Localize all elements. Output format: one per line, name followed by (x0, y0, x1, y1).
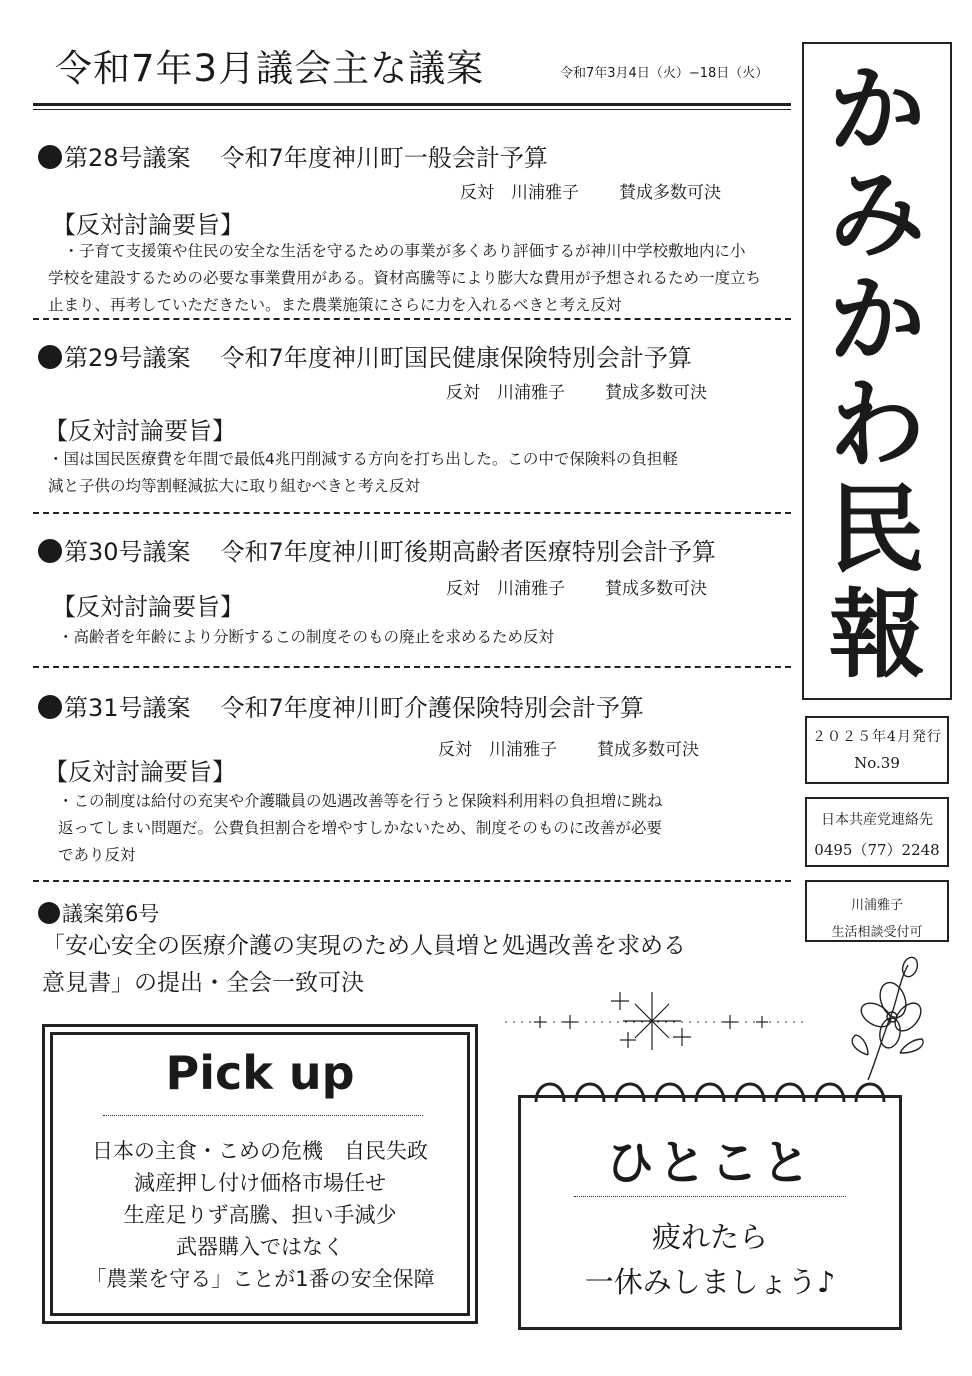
debate-label: 【反対討論要旨】 (44, 417, 236, 445)
pickup-title: Pick up (165, 1046, 355, 1100)
bill-29-debate (48, 446, 678, 500)
bullet-icon (38, 902, 60, 924)
gian6-heading (38, 898, 159, 928)
debate-line: ・子育て支援策や住民の安全な生活を守るための事業が多くあり評価するが神川中学校敷地内に小 (48, 242, 746, 260)
contact-box (805, 797, 949, 867)
gian6-line: 意見書」の提出・全会一致可決 (42, 970, 364, 996)
title-rule (33, 103, 791, 106)
hitokoto-title: ひとこと (605, 1135, 814, 1191)
sparkle-decoration (500, 988, 810, 1056)
bill-name: 令和7年度神川町後期高齢者医療特別会計予算 (220, 538, 716, 566)
bill-29-heading (38, 338, 692, 373)
flower-decoration (838, 955, 930, 1085)
debate-line: 止まり、再考していただきたい。また農業施策にさらに力を入れるべきと考え反対 (48, 296, 622, 314)
bill-31-vote (438, 735, 699, 760)
oppose-member: 反対 川浦雅子 (438, 740, 557, 760)
bullet-icon (38, 345, 62, 369)
masthead-char: か (829, 264, 925, 376)
bullet-icon (38, 539, 62, 563)
section-divider (33, 318, 791, 320)
issue-date: ２０２５年4月発行 (812, 729, 942, 745)
bill-number: 第28号議案 (64, 144, 191, 172)
debate-line: であり反対 (58, 846, 136, 864)
bill-31-heading (38, 688, 644, 723)
debate-label: 【反対討論要旨】 (44, 758, 236, 786)
debate-line: 減と子供の均等割軽減拡大に取り組むべきと考え反対 (48, 477, 421, 495)
contact-phone: 0495（77）2248 (814, 841, 940, 859)
bill-29-vote (446, 378, 707, 403)
debate-line: ・この制度は給付の充実や介護職員の処遇改善等を行うと保険料利用料の負担増に跳ね (58, 792, 663, 810)
masthead-title (802, 54, 952, 691)
gian6-line: 「安心安全の医療介護の実現のため人員増と処遇改善を求める (42, 933, 686, 959)
page-title: 令和7年3月議会主な議案 (55, 47, 485, 90)
debate-label: 【反対討論要旨】 (52, 593, 244, 621)
bill-number: 第30号議案 (64, 538, 191, 566)
pickup-line: 減産押し付け価格市場任せ (134, 1171, 386, 1195)
gian6-title: 議案第6号 (62, 902, 160, 926)
bill-30-debate (58, 624, 554, 651)
debate-label: 【反対討論要旨】 (52, 211, 244, 239)
consult-note: 生活相談受付可 (831, 925, 923, 940)
pickup-line: 生産足りず高騰、担い手減少 (123, 1203, 397, 1227)
bullet-icon (38, 695, 62, 719)
consult-box (805, 880, 949, 942)
hitokoto-line: 一休みしましょう♪ (584, 1265, 836, 1299)
pickup-line: 「農業を守る」ことが1番の安全保障 (85, 1267, 435, 1291)
section-divider (33, 512, 791, 514)
hitokoto-rule (574, 1196, 846, 1197)
bill-number: 第31号議案 (64, 694, 191, 722)
section-divider (33, 880, 791, 882)
debate-line: ・国は国民医療費を年間で最低4兆円削減する方向を打ち出した。この中で保険料の負担軽 (48, 450, 678, 468)
oppose-member: 反対 川浦雅子 (446, 383, 565, 403)
oppose-member: 反対 川浦雅子 (460, 183, 579, 203)
masthead-char: み (829, 159, 925, 271)
bullet-icon (38, 145, 62, 169)
debate-line: 学校を建設するための必要な事業費用がある。資材高騰等により膨大な費用が予想されるため一度立ち (48, 269, 762, 287)
bill-28-debate (48, 238, 761, 319)
bill-31-debate (58, 788, 663, 869)
issue-box (805, 716, 949, 784)
issue-number: No.39 (854, 754, 900, 772)
vote-result: 賛成多数可決 (605, 579, 707, 599)
consult-person: 川浦雅子 (850, 898, 903, 913)
vote-result: 賛成多数可決 (619, 183, 721, 203)
masthead-char: か (829, 54, 925, 166)
bill-name: 令和7年度神川町国民健康保険特別会計予算 (220, 344, 692, 372)
bill-name: 令和7年度神川町介護保険特別会計予算 (220, 694, 644, 722)
bill-28-heading (38, 138, 548, 173)
title-rule-thin (33, 109, 791, 110)
masthead-char: わ (829, 369, 925, 481)
section-divider (33, 666, 791, 668)
vote-result: 賛成多数可決 (605, 383, 707, 403)
masthead-char: 民 (829, 474, 925, 586)
vote-result: 賛成多数可決 (597, 740, 699, 760)
pickup-rule (103, 1115, 423, 1116)
bill-name: 令和7年度神川町一般会計予算 (220, 144, 548, 172)
pickup-line: 武器購入ではなく (176, 1235, 344, 1259)
debate-line: 返ってしまい問題だ。公費負担割合を増やすしかないため、制度そのものに改善が必要 (58, 819, 662, 837)
oppose-member: 反対 川浦雅子 (446, 579, 565, 599)
pickup-line: 日本の主食・こめの危機 自民失政 (92, 1139, 428, 1163)
bill-30-heading (38, 532, 716, 567)
bill-number: 第29号議案 (64, 344, 191, 372)
bill-30-vote (446, 574, 707, 599)
bill-28-vote (460, 178, 721, 203)
contact-org: 日本共産党連絡先 (821, 812, 933, 828)
masthead-char: 報 (829, 579, 925, 691)
hitokoto-line: 疲れたら (651, 1220, 768, 1254)
debate-line: ・高齢者を年齢により分断するこの制度そのもの廃止を求めるため反対 (58, 628, 555, 646)
session-dates: 令和7年3月4日（火）−18日（火） (560, 66, 769, 81)
